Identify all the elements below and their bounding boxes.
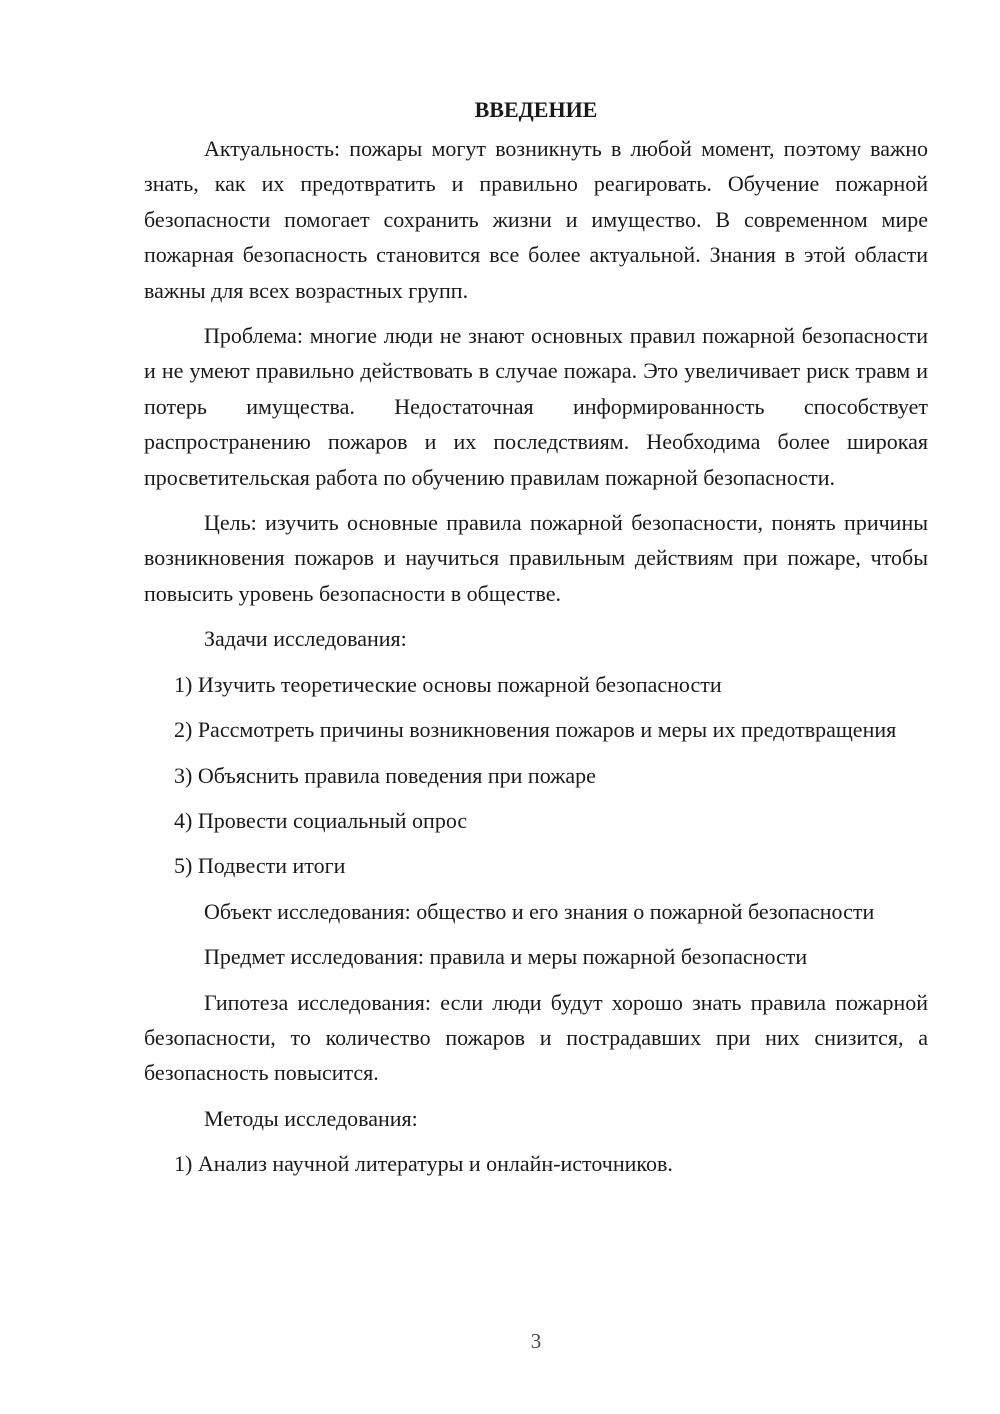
page-number: 3 <box>530 1329 542 1353</box>
tasks-heading: Задачи исследования: <box>204 626 407 652</box>
task-item: 2) Рассмотреть причины возникновения пожаров и меры их предотвращения <box>174 717 897 743</box>
paragraph-object: Объект исследования: общество и его знания о пожарной безопасности <box>204 898 875 924</box>
task-item: 5) Подвести итоги <box>174 853 346 879</box>
methods-heading: Методы исследования: <box>204 1105 418 1131</box>
paragraph-subject: Предмет исследования: правила и меры пожарной безопасности <box>204 944 808 970</box>
task-item: 3) Объяснить правила поведения при пожаре <box>174 762 596 788</box>
task-item: 1) Изучить теоретические основы пожарной безопасности <box>174 671 722 697</box>
paragraph-hypothesis: Гипотеза исследования: если люди будут хорошо знать правила пожарной безопасности, то количество пожаров и пострадавших при них снизится, а безопасность повысится. <box>144 989 928 1086</box>
page-content <box>144 92 928 1192</box>
paragraph-problem: Проблема: многие люди не знают основных правил пожарной безопасности и не умеют правильно действовать в случае пожара. Это увеличивает риск травм и потерь имущества. Недостаточная информированность способствует распространению пожаров и их последствиям. Необходима более широкая просветительская работа по обучению правилам пожарной безопасности. <box>144 323 928 490</box>
paragraph-goal: Цель: изучить основные правила пожарной безопасности, понять причины возникновения пожаров и научиться правильным действиям при пожаре, чтобы повысить уровень безопасности в обществе. <box>144 510 928 606</box>
page-title: ВВЕДЕНИЕ <box>474 97 598 122</box>
method-item: 1) Анализ научной литературы и онлайн-источников. <box>174 1151 673 1177</box>
task-item: 4) Провести социальный опрос <box>174 807 468 833</box>
paragraph-relevance: Актуальность: пожары могут возникнуть в любой момент, поэтому важно знать, как их предотвратить и правильно реагировать. Обучение пожарной безопасности помогает сохранить жизни и имущество. В современном мире пожарная безопасность становится все более актуальной. Знания в этой области важны для всех возрастных групп. <box>144 136 928 303</box>
